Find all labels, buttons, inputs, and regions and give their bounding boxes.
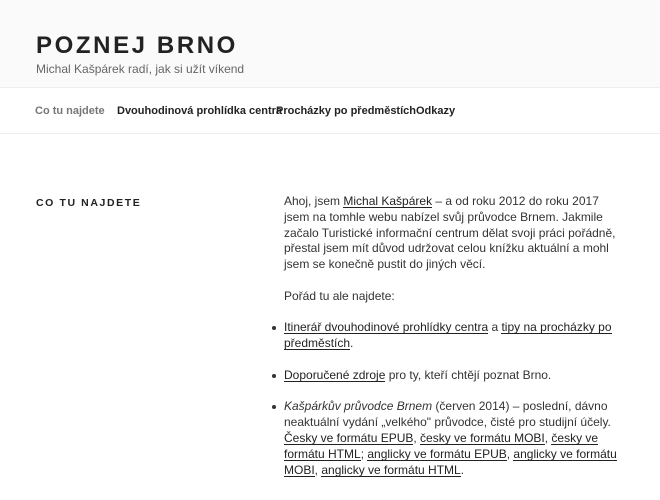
guide-title: Kašpárkův průvodce Brnem (284, 399, 433, 414)
intro-text-1: Ahoj, jsem (284, 194, 344, 208)
resource-list (284, 320, 626, 478)
author-link[interactable]: Michal Kašpárek (343, 194, 433, 208)
cz-epub-link[interactable]: Česky ve formátu EPUB (284, 430, 414, 445)
site-description: Michal Kašpárek radí, jak si užít víkend (36, 62, 245, 76)
en-epub-link[interactable]: anglicky ve formátu EPUB (367, 446, 507, 461)
list-text: . (460, 462, 465, 477)
separator: , (413, 430, 421, 445)
nav-item-odkazy[interactable]: Odkazy (416, 105, 456, 117)
cz-mobi-link[interactable]: česky ve formátu MOBI (420, 430, 545, 445)
bullet-icon (272, 405, 276, 409)
list-item (284, 320, 626, 352)
page-content (284, 194, 626, 494)
separator: , (544, 430, 552, 445)
section-title: CO TU NAJDETE (36, 197, 142, 209)
list-intro-paragraph: Pořád tu ale najdete: (284, 288, 395, 303)
intro-paragraph (284, 194, 626, 273)
list-text: . (350, 336, 354, 351)
list-item (284, 368, 626, 384)
separator: , (314, 462, 322, 477)
site-header (0, 0, 660, 88)
en-mobi-link[interactable]: anglicky ve formátu MOBI (284, 446, 617, 477)
nav-item-prochazky[interactable]: Procházky po předměstích (276, 105, 416, 117)
intro-text-2: – a od roku 2012 do roku 2017 jsem na tomhle webu nabízel svůj průvodce Brnem. Jakmile začalo Turistické informační centrum dělat svoji práci pořádně, přestal jsem mít důvod udržovat celou knížku aktuální a mohl jsem se konečně pustit do jiných věcí. (284, 194, 616, 272)
en-html-link[interactable]: anglicky ve formátu HTML (321, 462, 461, 477)
main-navigation (0, 88, 660, 134)
list-text: (červen 2014) – poslední, dávno neaktuální vydání „velkého" průvodce, čisté pro studijní účely. (284, 399, 611, 430)
separator: ; (360, 446, 368, 461)
list-text: a (488, 320, 502, 335)
nav-item-co-tu-najdete[interactable]: Co tu najdete (35, 105, 105, 117)
list-text: pro ty, kteří chtějí poznat Brno. (385, 367, 552, 382)
list-item (284, 399, 626, 478)
cz-html-link[interactable]: česky ve formátu HTML (284, 430, 599, 461)
bullet-icon (272, 326, 276, 330)
itinerary-link[interactable]: Itinerář dvouhodinové prohlídky centra (284, 320, 489, 335)
bullet-icon (272, 374, 276, 378)
separator: , (506, 446, 514, 461)
recommended-sources-link[interactable]: Doporučené zdroje (284, 367, 386, 382)
site-title[interactable]: POZNEJ BRNO (36, 32, 238, 59)
nav-item-dvouhodinova-prohlidka[interactable]: Dvouhodinová prohlídka centra (117, 105, 283, 117)
suburb-walks-link[interactable]: tipy na procházky po předměstích (284, 320, 612, 351)
